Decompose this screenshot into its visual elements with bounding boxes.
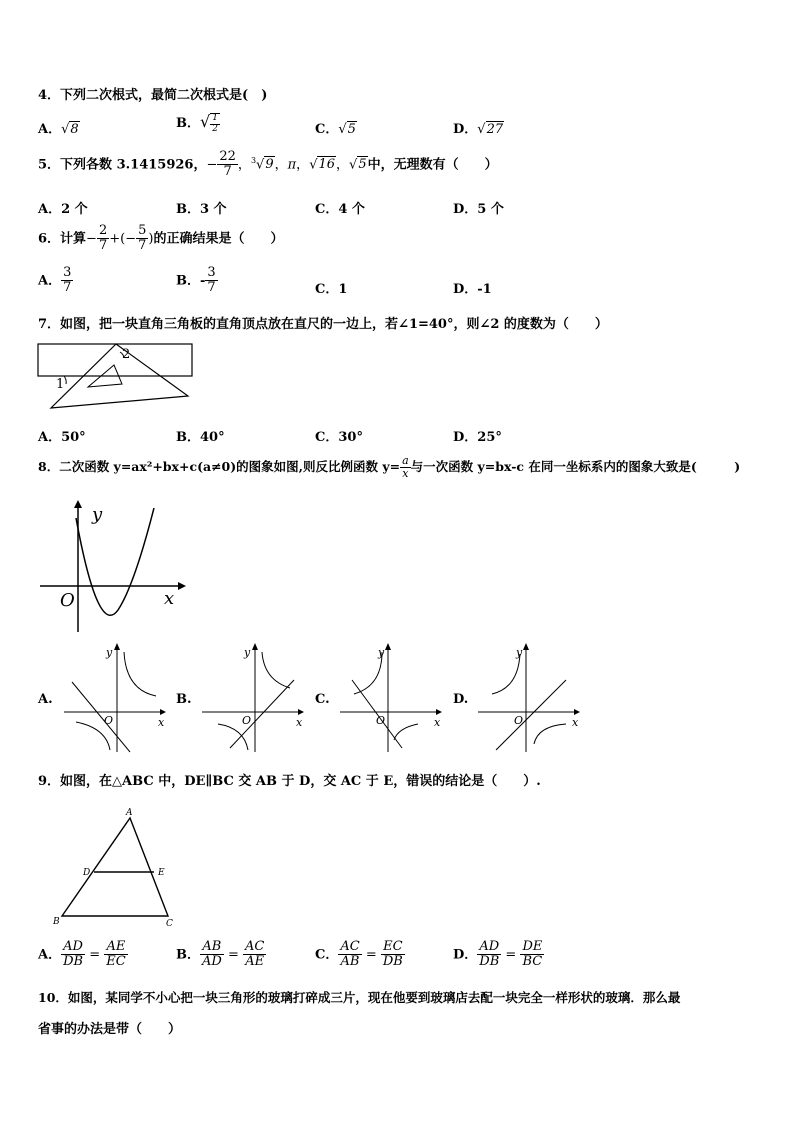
svg-text:O: O [514,714,524,727]
q6-stem: 6．计算− $\frac{2}{7}$ +(− $\frac{5}{7}$ )的正确结果是（ ） [38,223,284,254]
q9-triangle-figure [50,804,180,930]
q8-option-b-graph[interactable] [200,640,310,755]
q8-stem: 8．二次函数 y=ax²+bx+c(a≠0)的图象如图,则反比例函数 y= $\frac{a}{x}$ 与一次函数 y=bx-c 在同一坐标系内的图象大致是( ) [38,454,741,481]
q8-option-c-label[interactable]: C. [315,692,330,707]
svg-text:C: C [166,919,173,929]
q9-option-d[interactable]: D． $\frac{AD}{DB}$ = $\frac{DE}{BC}$ [453,939,543,970]
triangle-abc [62,818,168,916]
svg-text:O: O [104,714,114,727]
q9-option-a[interactable]: A． $\frac{AD}{DB}$ = $\frac{AE}{EC}$ [38,939,126,970]
svg-text:y: y [378,646,385,659]
q4-option-c[interactable]: C．√5 [315,122,356,137]
ruler [38,344,192,376]
q5-option-d[interactable]: D．5 个 [453,202,504,217]
svg-text:x: x [572,716,579,729]
q4-option-b[interactable]: B．√ $\frac{1}{2}$ [176,112,218,134]
q9-stem: 9．如图，在△ABC 中，DE∥BC 交 AB 于 D，交 AC 于 E，错误的结论是（ ）. [38,774,541,789]
svg-text:x: x [158,716,165,729]
q7-option-b[interactable]: B．40° [176,430,225,445]
svg-text:O: O [242,714,252,727]
angle-1-arc [64,376,66,384]
q10-line2: 省事的办法是带（ ） [38,1022,182,1037]
q8-option-b-label[interactable]: B. [176,692,192,707]
q5-option-a[interactable]: A．2 个 [38,202,88,217]
q4-stem: 4．下列二次根式，最简二次根式是( ) [38,88,268,103]
x-label: x [164,588,175,609]
origin-label: O [60,590,75,611]
q5-option-c[interactable]: C．4 个 [315,202,365,217]
q4-option-d[interactable]: D．√27 [453,122,504,137]
svg-text:y: y [516,646,523,659]
svg-text:y: y [244,646,251,659]
q7-ruler-triangle-figure [36,340,196,412]
angle-1-label: 1 [56,377,65,392]
q6-option-b[interactable]: B．- $\frac{3}{7}$ [176,265,216,296]
q8-option-a-label[interactable]: A. [38,692,53,707]
q8-option-a-graph[interactable] [62,640,172,755]
angle-2-label: 2 [122,347,131,362]
q8-parabola-graph [38,498,188,634]
q7-option-a[interactable]: A．50° [38,430,86,445]
q8-option-d-graph[interactable] [476,640,586,755]
q10-line1: 10．如图，某同学不小心把一块三角形的玻璃打碎成三片，现在他要到玻璃店去配一块完全一样形状的玻璃．那么最 [38,990,681,1005]
q7-stem: 7．如图，把一块直角三角板的直角顶点放在直尺的一边上，若∠1=40°，则∠2 的度数为（ ） [38,317,608,332]
q8-option-c-graph[interactable] [338,640,448,755]
q6-option-c[interactable]: C．1 [315,282,348,297]
q5-option-b[interactable]: B．3 个 [176,202,227,217]
svg-text:B: B [53,917,60,927]
q9-option-b[interactable]: B． $\frac{AB}{AD}$ = $\frac{AC}{AE}$ [176,939,265,970]
y-label: y [92,504,103,525]
svg-text:y: y [106,646,113,659]
q6-option-a[interactable]: A． $\frac{3}{7}$ [38,265,72,296]
svg-text:D: D [83,868,91,878]
q6-option-d[interactable]: D．-1 [453,282,492,297]
svg-text:A: A [126,808,133,818]
svg-text:x: x [434,716,441,729]
parabola [76,508,154,615]
svg-text:x: x [296,716,303,729]
q8-option-d-label[interactable]: D. [453,692,469,707]
q4-option-a[interactable]: A．√8 [38,122,79,137]
q5-stem: 5．下列各数 3.1415926，− $\frac{22}{7}$ ，$^3$√9，π，√16，√5中，无理数有（ ） [38,149,498,180]
q7-option-c[interactable]: C．30° [315,430,363,445]
q9-option-c[interactable]: C． $\frac{AC}{AB}$ = $\frac{EC}{DB}$ [315,939,403,970]
svg-text:E: E [158,868,165,878]
svg-text:O: O [376,714,386,727]
q7-option-d[interactable]: D．25° [453,430,502,445]
